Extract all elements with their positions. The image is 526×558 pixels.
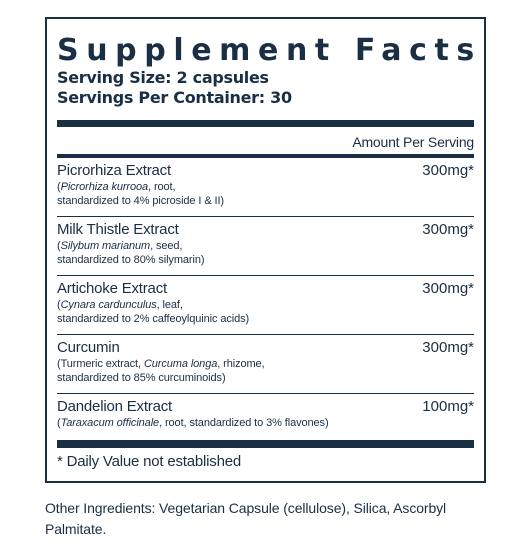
ingredient-standardization: standardized to 80% silymarin): [57, 254, 205, 266]
daily-value-footnote: * Daily Value not established: [57, 453, 242, 470]
ingredient-prefix: (Turmeric extract,: [57, 358, 144, 370]
ingredient-amount: 300mg*: [422, 339, 474, 356]
serving-size: Serving Size: 2 capsules: [57, 68, 269, 87]
ingredient-row: [57, 394, 474, 441]
ingredient-detail: , leaf,: [156, 299, 183, 311]
ingredient-row: [57, 335, 474, 394]
ingredient-description: [57, 357, 474, 371]
ingredient-amount: 100mg*: [422, 398, 474, 415]
ingredient-standardization: standardized to 2% caffeoylquinic acids): [57, 313, 250, 325]
panel-title: Supplement Facts: [57, 33, 482, 68]
other-ingredients: Other Ingredients: Vegetarian Capsule (cellulose), Silica, Ascorbyl Palmitate.: [45, 500, 447, 537]
servings-per-container: Servings Per Container: 30: [57, 88, 292, 107]
ingredient-latin-name: Curcuma longa: [143, 358, 218, 370]
ingredient-name: Milk Thistle Extract: [57, 221, 179, 238]
ingredient-standardization: standardized to 4% picroside I & II): [57, 195, 224, 207]
ingredient-standardization: standardized to 85% curcuminoids): [57, 372, 226, 384]
ingredient-row: [57, 276, 474, 335]
ingredient-name: Picrorhiza Extract: [57, 162, 171, 179]
ingredient-latin-name: Picrorhiza kurrooa: [60, 181, 149, 193]
ingredient-name: Artichoke Extract: [57, 280, 167, 297]
ingredient-amount: 300mg*: [422, 221, 474, 238]
supplement-facts-panel: [45, 17, 486, 483]
ingredient-latin-name: Taraxacum officinale: [60, 417, 160, 429]
ingredient-detail: , root,: [148, 181, 176, 193]
ingredient-row: [57, 158, 474, 217]
ingredient-amount: 300mg*: [422, 280, 474, 297]
ingredient-name: Dandelion Extract: [57, 398, 172, 415]
ingredient-latin-name: Cynara cardunculus: [60, 299, 157, 311]
ingredient-description: (Cynara cardunculus, leaf,: [57, 299, 183, 311]
ingredient-description: (Picrorhiza kurrooa, root,: [57, 181, 176, 193]
ingredient-row: [57, 217, 474, 276]
ingredient-latin-name: Silybum marianum: [60, 240, 151, 252]
ingredient-description: (Silybum marianum, seed,: [57, 240, 183, 252]
ingredient-description: (Taraxacum officinale, root, standardized to 3% flavones): [57, 417, 329, 429]
ingredient-detail: , root, standardized to 3% flavones): [159, 417, 329, 429]
amount-per-serving-header: Amount Per Serving: [352, 134, 474, 150]
ingredient-amount: 300mg*: [422, 162, 474, 179]
thick-divider: [57, 120, 474, 127]
bottom-divider: [57, 441, 474, 448]
ingredient-detail: , seed,: [150, 240, 183, 252]
ingredient-name: Curcumin: [57, 339, 120, 356]
ingredient-detail: , rhizome,: [217, 358, 265, 370]
